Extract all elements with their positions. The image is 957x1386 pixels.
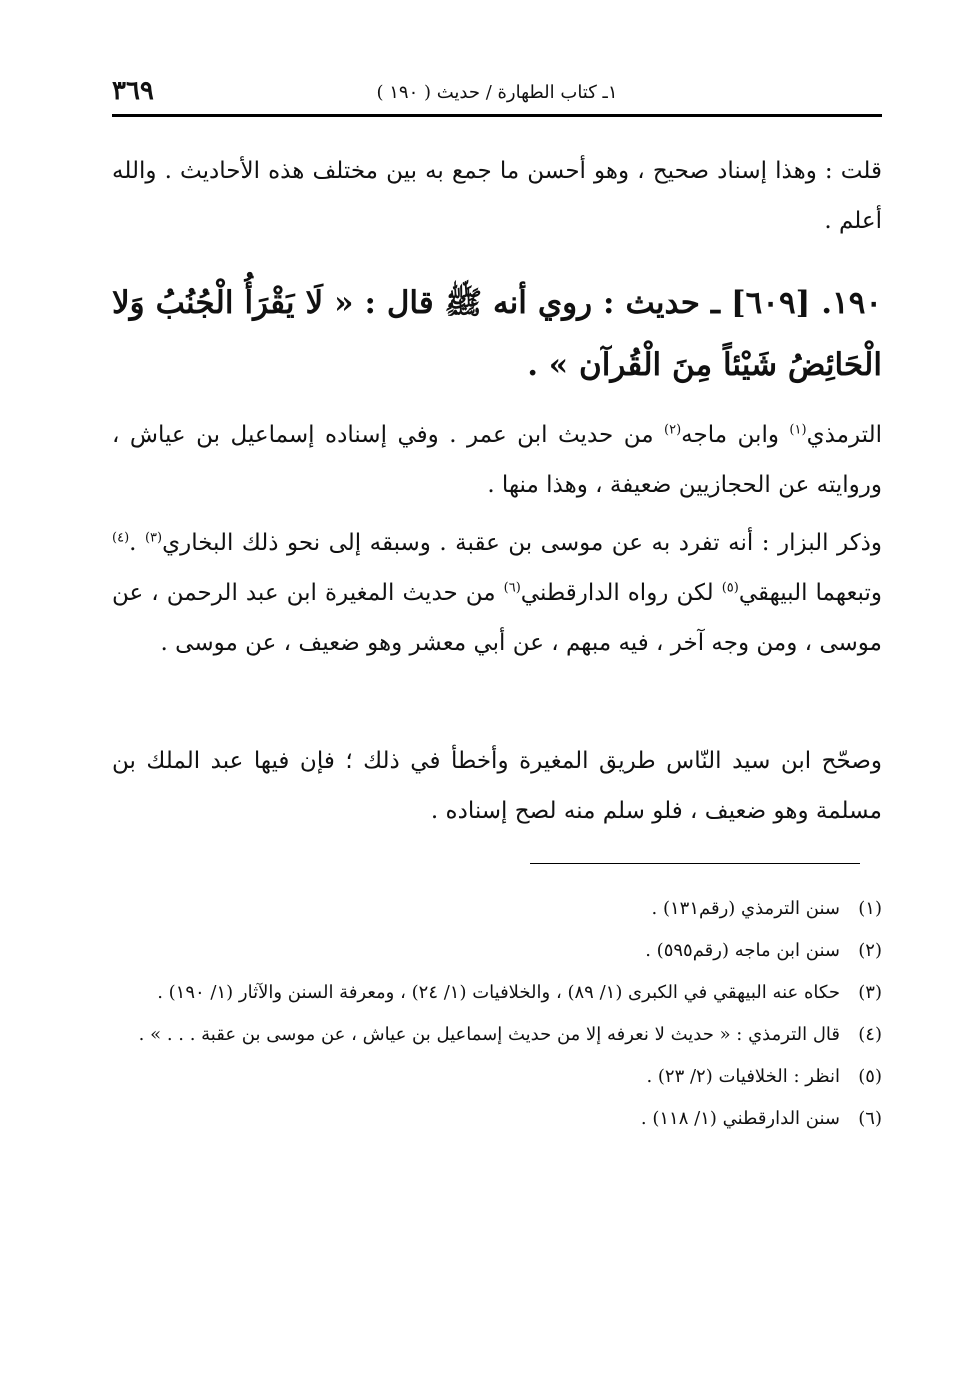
page-number: ٣٦٩ (112, 76, 154, 106)
footnotes (112, 892, 882, 1144)
hadith-heading: ١٩٠. [٦٠٩] ـ حديث : روي أنه ﷺ قال : « لَا يَقْرَأُ الْجُنُبُ وَلا الْحَائِضُ شَيْئاً مِنَ الْقُرآن » . (112, 285, 882, 383)
footnote-item (112, 1102, 882, 1136)
header-rule (112, 114, 882, 117)
footnote-ref: (٣) (144, 530, 163, 546)
footnote-ref: (٤) (112, 530, 130, 546)
paragraph-comment: قلت : وهذا إسناد صحيح ، وهو أحسن ما جمع به بين مختلف هذه الأحاديث . والله أعلم . (112, 158, 882, 234)
text-run: وذكر البزار : أنه تفرد به عن موسى بن عقبة . وسبقه إلى نحو ذلك البخاري (162, 530, 882, 556)
footnote-item (112, 1060, 882, 1094)
footnote-ref: (١) (789, 422, 807, 438)
page-header (112, 76, 882, 112)
footnote-item (112, 892, 882, 926)
text-run: الترمذي (806, 422, 882, 448)
running-title: ١ـ كتاب الطهارة / حديث ( ١٩٠ ) (376, 82, 618, 103)
footnote-text: قال الترمذي : « حديث لا نعرفه إلا من حديث إسماعيل بن عياش ، عن موسى بن عقبة . . . » . (138, 1024, 840, 1045)
footnote-ref: (٥) (721, 580, 739, 596)
footnote-ref: (٢) (664, 422, 682, 438)
footnote-text: انظر : الخلافيات (٢/ ٢٣) . (646, 1066, 840, 1087)
footnote-item (112, 976, 882, 1010)
footnote-number: (١) (858, 898, 882, 919)
paragraph-takhrij (112, 410, 910, 510)
footnote-number: (٢) (858, 940, 882, 961)
text-run: وتبعهما البيهقي (738, 580, 882, 606)
text-run: من حديث ابن عمر . وفي إسناده إسماعيل بن عياش ، وروايته عن الحجازيين ضعيفة ، وهذا منها . (112, 422, 882, 498)
footnote-ref: (٦) (503, 580, 521, 596)
paragraph-ibn-sayyid: وصحّح ابن سيد النّاس طريق المغيرة وأخطأ في ذلك ؛ فإن فيها عبد الملك بن مسلمة وهو ضعيف ، فلو سلم منه لصح إسناده . (112, 748, 883, 824)
footnote-item (112, 934, 882, 968)
footnote-number: (٤) (858, 1024, 882, 1045)
footnote-text: سنن ابن ماجه (رقم٥٩٥) . (645, 940, 840, 961)
text-run: لكن رواه الدارقطني (520, 580, 722, 606)
footnote-text: سنن الدارقطني (١/ ١١٨) . (640, 1108, 840, 1129)
footnote-text: سنن الترمذي (رقم١٣١) . (651, 898, 840, 919)
footnote-separator (530, 863, 860, 864)
footnote-number: (٣) (858, 982, 882, 1003)
text-run: من حديث المغيرة ابن عبد الرحمن ، عن موسى ، ومن وجه آخر ، فيه مبهم ، عن أبي معشر وهو ضعيف ، عن موسى . (112, 580, 882, 656)
paragraph-bazzar (112, 518, 910, 668)
footnote-item (112, 1018, 882, 1052)
footnote-number: (٥) (858, 1066, 882, 1087)
footnote-text: حكاه عنه البيهقي في الكبرى (١/ ٨٩) ، والخلافيات (١/ ٢٤) ، ومعرفة السنن والآثار (١/ ١٩٠) . (157, 982, 840, 1003)
text-run: وابن ماجه (681, 422, 790, 448)
footnote-number: (٦) (858, 1108, 882, 1129)
text-run: . (129, 530, 145, 556)
